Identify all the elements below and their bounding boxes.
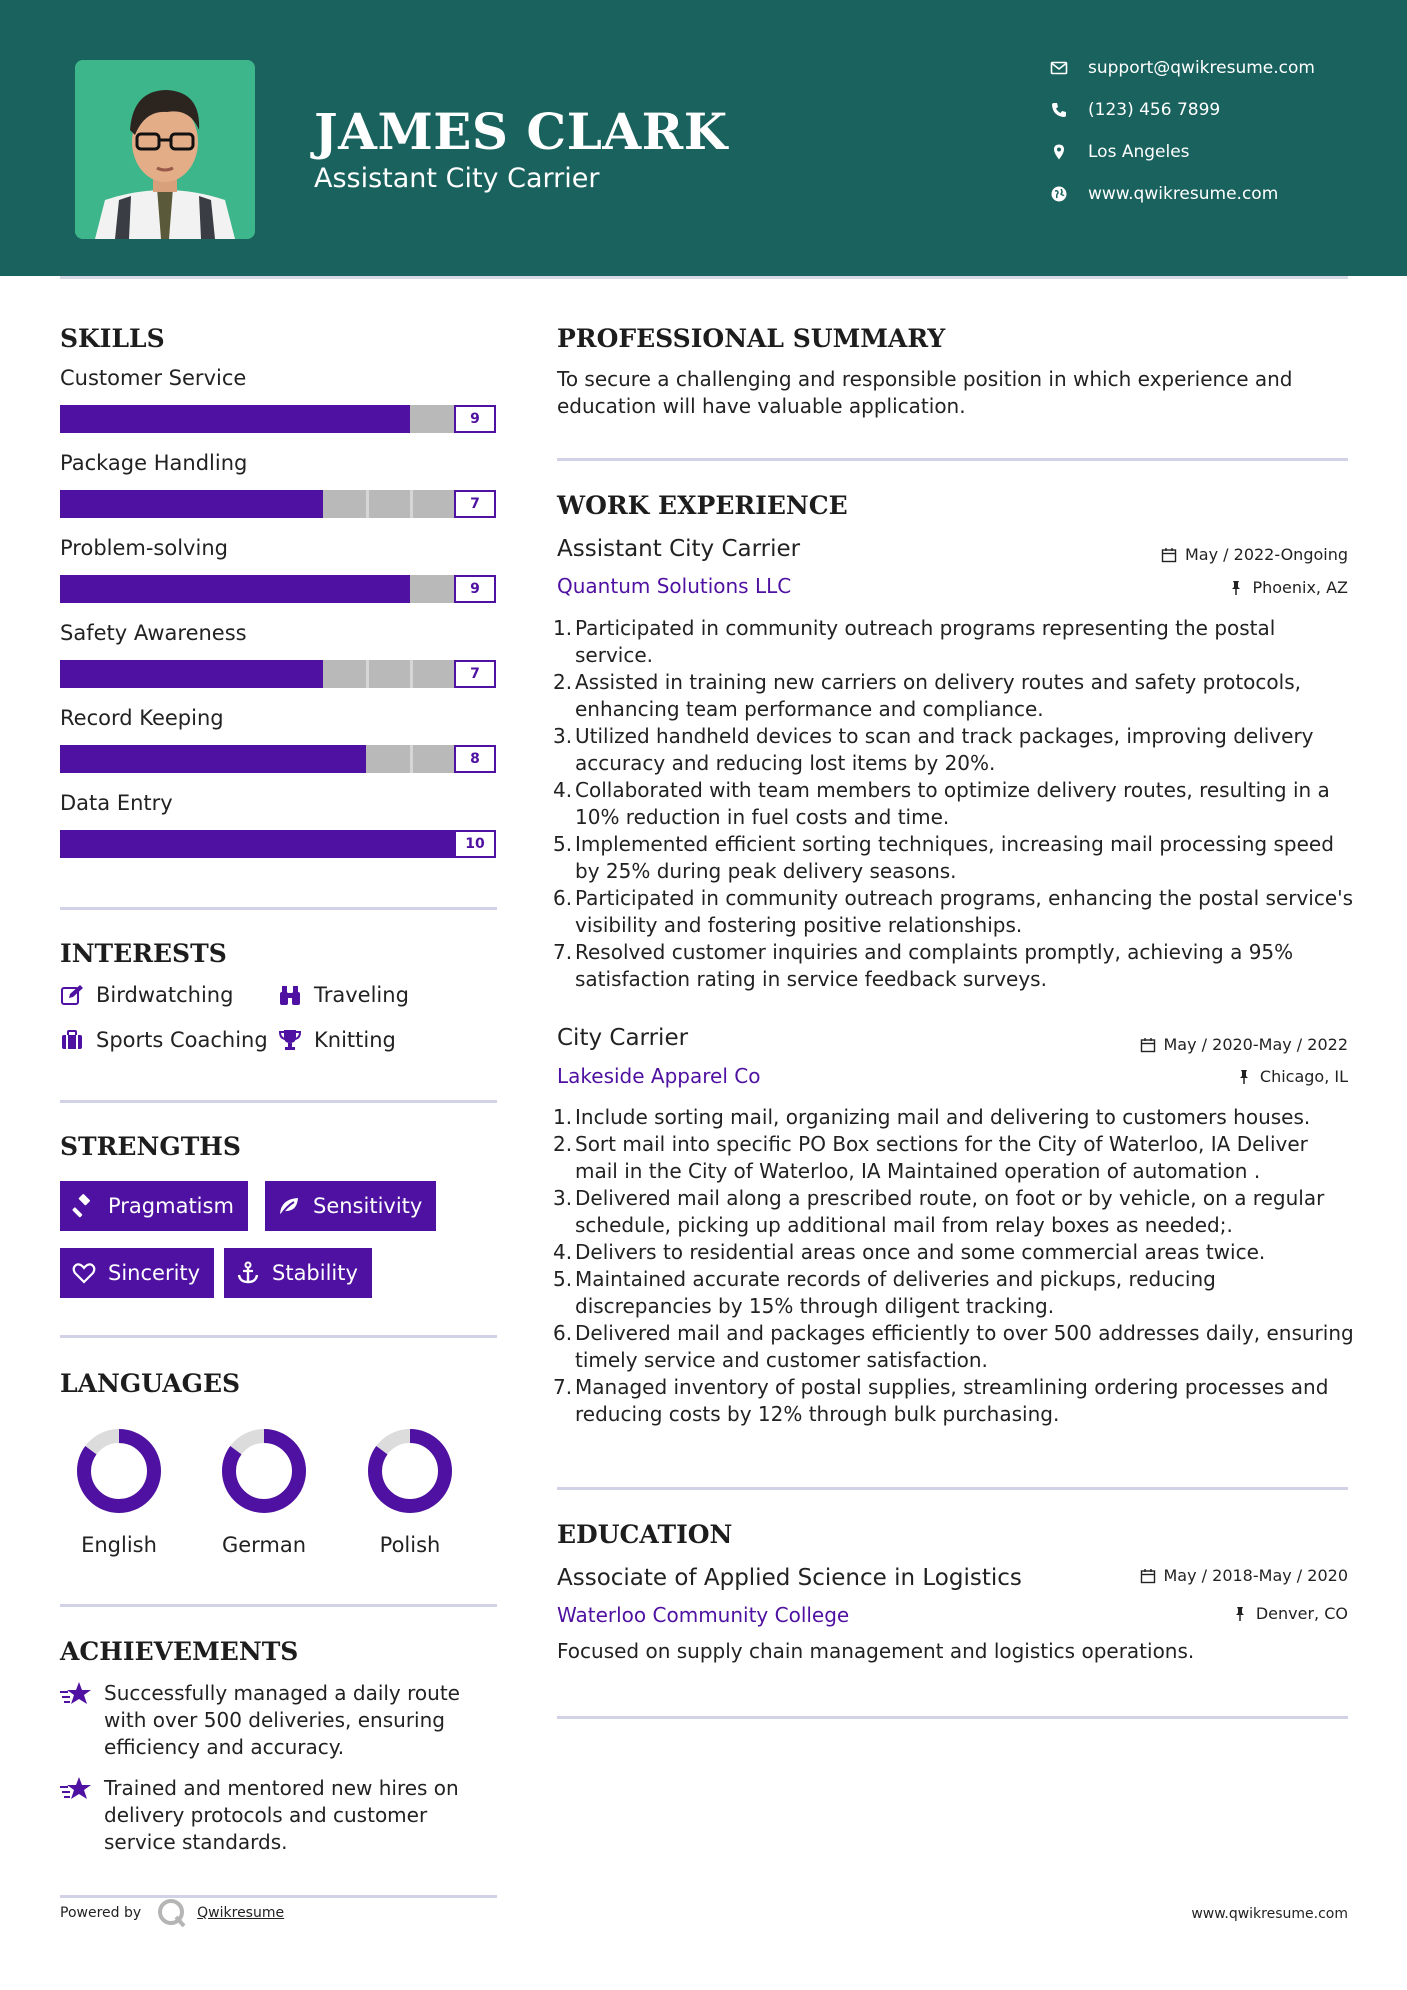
calendar-icon — [1140, 1037, 1156, 1053]
list-item: 2. Sort mail into specific PO Box sections for the City of Waterloo, IA Deliver mail in the City of Waterloo, IA Maintained operation of automation . — [553, 1132, 1308, 1183]
trophy-icon — [278, 1028, 302, 1052]
calendar-icon — [1161, 547, 1177, 563]
contact-location — [1050, 142, 1190, 162]
contact-website[interactable] — [1050, 184, 1278, 204]
education-location-text: Denver, CO — [1255, 1604, 1348, 1623]
interest-item — [278, 983, 409, 1007]
envelope-icon — [1050, 59, 1068, 77]
phone-icon — [1050, 101, 1068, 119]
skill-bar-fill — [60, 830, 496, 858]
skill-bar-segment — [366, 660, 369, 688]
language-item — [350, 1425, 470, 1557]
skill-name: Safety Awareness — [60, 621, 247, 645]
language-label: English — [81, 1533, 157, 1557]
skill-bar-fill — [60, 405, 410, 433]
list-item: 6. Delivered mail and packages efficiently to over 500 addresses daily, ensuring timely service and customer satisfaction. — [553, 1321, 1354, 1372]
map-pin-icon — [1050, 143, 1068, 161]
skill-level: 9 — [454, 575, 496, 603]
skill-level: 9 — [454, 405, 496, 433]
strengths-heading: STRENGTHS — [60, 1132, 241, 1161]
heart-icon — [72, 1261, 96, 1285]
skill-bar — [60, 830, 496, 858]
powered-by-label: Powered by — [60, 1905, 142, 1921]
company-name: Quantum Solutions LLC — [557, 574, 792, 598]
list-item: 4. Delivers to residential areas once and some commercial areas twice. — [553, 1240, 1266, 1264]
anchor-icon — [236, 1261, 260, 1285]
pushpin-icon — [1228, 580, 1244, 596]
strength-label: Pragmatism — [108, 1194, 234, 1218]
language-item — [59, 1425, 179, 1557]
strength-tag — [265, 1181, 436, 1231]
section-divider — [557, 458, 1348, 461]
qwikresume-logo-icon — [155, 1896, 189, 1930]
skill-bar-fill — [60, 575, 410, 603]
shooting-star-icon — [60, 1680, 94, 1708]
list-item: 1. Include sorting mail, organizing mail and delivering to customers houses. — [553, 1105, 1311, 1129]
candidate-name: JAMES CLARK — [314, 102, 728, 161]
list-item: 7. Managed inventory of postal supplies, streamlining ordering processes and reducing costs by 12% through bulk purchasing. — [553, 1375, 1329, 1426]
school-name: Waterloo Community College — [557, 1603, 850, 1627]
job-location — [1228, 578, 1348, 597]
list-item: 3. Delivered mail along a prescribed route, on foot or by vehicle, on a regular schedule, picking up additional mail from relay boxes as needed;. — [553, 1186, 1325, 1237]
skill-name: Problem-solving — [60, 536, 228, 560]
leaf-icon — [277, 1194, 301, 1218]
list-item: 4. Collaborated with team members to optimize delivery routes, resulting in a 10% reduction in fuel costs and time. — [553, 778, 1330, 829]
skill-name: Data Entry — [60, 791, 173, 815]
strength-tag — [60, 1181, 248, 1231]
languages-heading: LANGUAGES — [60, 1369, 241, 1398]
achievement-item — [60, 1775, 500, 1856]
strength-label: Stability — [272, 1261, 358, 1285]
section-divider — [60, 1100, 497, 1103]
education-date-text: May / 2018-May / 2020 — [1163, 1566, 1348, 1585]
language-donut — [350, 1425, 470, 1521]
skill-bar-segment — [366, 490, 369, 518]
interest-label: Sports Coaching — [96, 1028, 268, 1052]
contact-phone[interactable] — [1050, 100, 1220, 120]
skill-name: Customer Service — [60, 366, 247, 390]
contact-email-text: support@qwikresume.com — [1088, 58, 1315, 78]
strength-label: Sensitivity — [313, 1194, 423, 1218]
candidate-title: Assistant City Carrier — [314, 163, 600, 194]
skill-bar-segment — [410, 490, 413, 518]
list-item: 3. Utilized handheld devices to scan and track packages, improving delivery accuracy and reducing lost items by 20%. — [553, 724, 1314, 775]
brand-link[interactable]: Qwikresume — [197, 1905, 285, 1921]
section-divider — [557, 1487, 1348, 1490]
interest-item — [60, 983, 233, 1007]
edit-icon — [60, 983, 84, 1007]
achievement-item — [60, 1680, 500, 1761]
education-description: Focused on supply chain management and logistics operations. — [557, 1639, 1195, 1663]
language-donut — [204, 1425, 324, 1521]
degree-title: Associate of Applied Science in Logistics — [557, 1565, 1022, 1591]
interest-item — [60, 1028, 268, 1052]
language-item — [204, 1425, 324, 1557]
job-date-text: May / 2020-May / 2022 — [1163, 1035, 1348, 1054]
interest-item — [278, 1028, 396, 1052]
strength-tag — [60, 1248, 214, 1298]
job-title: City Carrier — [557, 1025, 689, 1051]
skill-level: 7 — [454, 660, 496, 688]
skill-bar-segment — [410, 660, 413, 688]
summary-heading: PROFESSIONAL SUMMARY — [557, 324, 946, 353]
powered-by — [60, 1896, 284, 1930]
job-date — [1161, 545, 1348, 564]
interest-label: Birdwatching — [96, 983, 234, 1007]
list-item: 2. Assisted in training new carriers on delivery routes and safety protocols, enhancing team performance and compliance. — [553, 670, 1301, 721]
pushpin-icon — [1236, 1069, 1252, 1085]
briefcase-icon — [60, 1028, 84, 1052]
company-name: Lakeside Apparel Co — [557, 1064, 761, 1088]
skill-bar-fill — [60, 745, 366, 773]
contact-location-text: Los Angeles — [1088, 142, 1190, 162]
skill-bar — [60, 405, 496, 433]
list-item: 7. Resolved customer inquiries and complaints promptly, achieving a 95% satisfaction rating in service feedback surveys. — [553, 940, 1294, 991]
section-divider — [60, 1335, 497, 1338]
skill-bar — [60, 575, 496, 603]
job-date — [1140, 1035, 1349, 1054]
experience-heading: WORK EXPERIENCE — [557, 491, 848, 520]
skill-level: 8 — [454, 745, 496, 773]
footer-website[interactable]: www.qwikresume.com — [1191, 1906, 1348, 1922]
skill-bar-fill — [60, 660, 323, 688]
contact-email[interactable] — [1050, 58, 1315, 78]
shooting-star-icon — [60, 1775, 94, 1803]
contact-website-text: www.qwikresume.com — [1088, 184, 1279, 204]
calendar-icon — [1140, 1568, 1156, 1584]
achievements-heading: ACHIEVEMENTS — [60, 1637, 299, 1666]
job-location-text: Phoenix, AZ — [1252, 578, 1348, 597]
skill-bar — [60, 745, 496, 773]
interest-label: Traveling — [314, 983, 409, 1007]
pushpin-icon — [1232, 1606, 1248, 1622]
skill-name: Record Keeping — [60, 706, 224, 730]
summary-text: To secure a challenging and responsible position in which experience and education will have valuable application. — [557, 367, 1293, 418]
interest-label: Knitting — [314, 1028, 396, 1052]
skill-level: 10 — [454, 830, 496, 858]
list-item: 1. Participated in community outreach programs representing the postal service. — [553, 616, 1276, 667]
list-item: 5. Maintained accurate records of deliveries and pickups, reducing discrepancies by 15% through diligent tracking. — [553, 1267, 1216, 1318]
job-bullets — [553, 615, 1357, 993]
achievement-text: Trained and mentored new hires on delivery protocols and customer service standards. — [104, 1776, 459, 1854]
job-location — [1236, 1067, 1348, 1086]
contact-phone-text: (123) 456 7899 — [1088, 100, 1221, 120]
job-bullets — [553, 1104, 1357, 1428]
skill-level: 7 — [454, 490, 496, 518]
achievement-text: Successfully managed a daily route with over 500 deliveries, ensuring efficiency and accuracy. — [104, 1681, 460, 1759]
job-title: Assistant City Carrier — [557, 536, 801, 562]
strength-label: Sincerity — [108, 1261, 201, 1285]
education-date — [1140, 1566, 1349, 1585]
list-item: 5. Implemented efficient sorting techniques, increasing mail processing speed by 25% during peak delivery seasons. — [553, 832, 1334, 883]
education-heading: EDUCATION — [557, 1520, 733, 1549]
binoculars-icon — [278, 983, 302, 1007]
skills-heading: SKILLS — [60, 324, 165, 353]
strength-tag — [224, 1248, 372, 1298]
gavel-icon — [72, 1194, 96, 1218]
header-divider — [60, 276, 1348, 279]
language-label: Polish — [379, 1533, 441, 1557]
job-date-text: May / 2022-Ongoing — [1185, 545, 1348, 564]
skill-bar — [60, 490, 496, 518]
profile-photo — [75, 60, 255, 239]
job-location-text: Chicago, IL — [1259, 1067, 1348, 1086]
skill-bar-segment — [410, 745, 413, 773]
list-item: 6. Participated in community outreach programs, enhancing the postal service's visibility and fostering positive relationships. — [553, 886, 1354, 937]
language-label: German — [221, 1533, 307, 1557]
education-location — [1232, 1604, 1348, 1623]
globe-icon — [1050, 185, 1068, 203]
skill-bar-fill — [60, 490, 323, 518]
skill-bar — [60, 660, 496, 688]
section-divider — [60, 907, 497, 910]
section-divider — [60, 1604, 497, 1607]
interests-heading: INTERESTS — [60, 939, 227, 968]
section-divider — [557, 1716, 1348, 1719]
language-donut — [59, 1425, 179, 1521]
skill-name: Package Handling — [60, 451, 248, 475]
